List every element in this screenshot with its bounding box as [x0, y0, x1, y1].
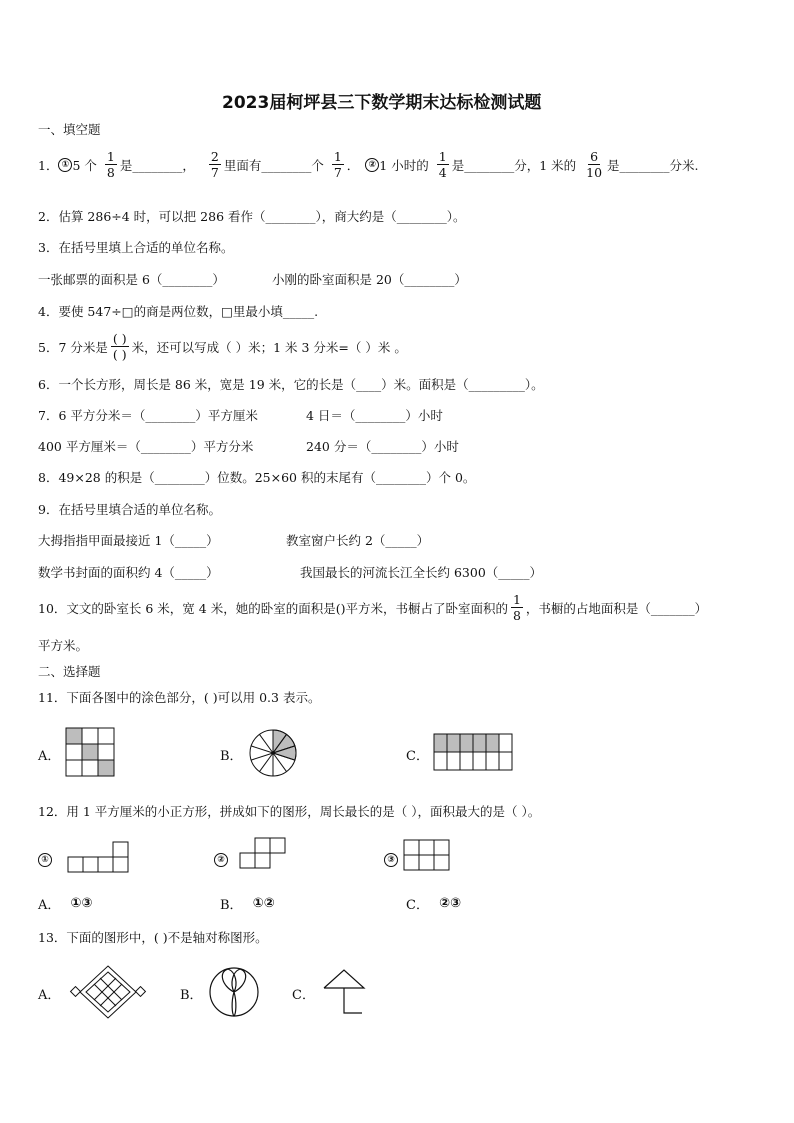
denominator: ( )	[112, 347, 127, 362]
knot-pattern-figure-a	[70, 964, 150, 1020]
pie-figure-b	[248, 728, 298, 778]
question-3a: 一张邮票的面积是 6（________）	[38, 272, 225, 287]
option-answer: ①②	[252, 896, 275, 911]
q1-text: 5 个	[72, 157, 97, 173]
question-6: 6．一个长方形，周长是 86 米，宽是 19 米，它的长是（____）米。面积是（_________）。	[38, 377, 544, 392]
arrow-shape-figure-c	[322, 968, 368, 1018]
question-3b: 小刚的卧室面积是 20（________）	[272, 272, 467, 287]
option-label: B．	[220, 898, 243, 913]
question-11: 11．下面各图中的涂色部分，( )可以用 0.3 表示。	[38, 690, 321, 705]
q1-text: 是________，	[119, 157, 195, 173]
q11-option-b-label: B．	[220, 749, 243, 764]
q1-text: 1 小时的	[379, 157, 429, 173]
circled-3: ③	[384, 853, 398, 867]
q13-option-c-label: C．	[292, 988, 315, 1003]
q1-text: 是________分米.	[607, 157, 699, 173]
circle-petal-figure-b	[208, 966, 262, 1020]
numerator: 1	[106, 149, 115, 164]
q13-option-b-label: B．	[180, 988, 203, 1003]
numerator: 2	[210, 149, 219, 164]
fraction	[511, 592, 523, 623]
q11-option-a-label: A．	[38, 749, 61, 764]
question-9c: 数学书封面的面积约 4（_____）	[38, 565, 219, 580]
question-13: 13．下面的图形中，( )不是轴对称图形。	[38, 930, 268, 945]
numerator: 1	[333, 149, 342, 164]
denominator: 7	[333, 165, 342, 180]
question-8: 8．49×28 的积是（________）位数。25×60 积的末尾有（________）个 0。	[38, 470, 476, 485]
fraction	[437, 149, 449, 180]
question-5	[38, 331, 407, 362]
q5-text: 米，还可以写成（ ）米；1 米 3 分米=（ ）米 。	[131, 339, 407, 355]
option-label: A．	[38, 898, 61, 913]
question-9: 9．在括号里填合适的单位名称。	[38, 502, 221, 517]
circled-1: ①	[38, 853, 52, 867]
q12-option-b	[220, 894, 275, 913]
q10-text: 10．文文的卧室长 6 米，宽 4 米，她的卧室的面积是()平方米，书橱占了卧室面积的	[38, 600, 508, 616]
fraction	[584, 149, 604, 180]
q11-option-c-label: C．	[406, 749, 429, 764]
fraction	[105, 149, 117, 180]
denominator: 8	[106, 165, 115, 180]
fraction	[209, 149, 221, 180]
question-10-cont: 平方米。	[38, 638, 89, 653]
squares-figure-1	[68, 842, 132, 874]
question-9b: 教室窗户长约 2（_____）	[286, 533, 430, 548]
q1-text: ．	[346, 157, 360, 173]
denominator: 8	[512, 608, 521, 623]
question-7d: 240 分＝（________）小时	[306, 439, 459, 454]
circled-2: ②	[365, 158, 379, 172]
blank-fraction	[111, 331, 129, 362]
squares-figure-3	[404, 840, 454, 874]
question-9a: 大拇指指甲面最接近 1（_____）	[38, 533, 219, 548]
question-7a: 7．6 平方分米＝（________）平方厘米	[38, 408, 258, 423]
section-choice: 二、选择题	[38, 664, 101, 679]
strip-figure-c	[434, 734, 514, 774]
question-1	[38, 149, 699, 180]
denominator: 7	[210, 165, 219, 180]
q12-option-c	[406, 894, 461, 913]
circled-2: ②	[214, 853, 228, 867]
option-label: C．	[406, 898, 429, 913]
denominator: 4	[438, 165, 447, 180]
section-fill-blank: 一、填空题	[38, 122, 101, 137]
squares-figure-2	[240, 838, 290, 872]
page-title: 2023届柯坪县三下数学期末达标检测试题	[222, 93, 542, 113]
q12-option-a	[38, 894, 92, 913]
question-2: 2．估算 286÷4 时，可以把 286 看作（________），商大约是（________）。	[38, 209, 466, 224]
option-answer: ②③	[438, 896, 461, 911]
denominator: 10	[586, 165, 603, 180]
question-9d: 我国最长的河流长江全长约 6300（_____）	[300, 565, 543, 580]
grid-figure-a	[66, 728, 116, 776]
option-answer: ①③	[70, 896, 93, 911]
numerator: 1	[438, 149, 447, 164]
numerator: 1	[512, 592, 521, 607]
circled-1: ①	[58, 158, 72, 172]
question-12: 12．用 1 平方厘米的小正方形，拼成如下的图形，周长最长的是（ ），面积最大的是（ ）。	[38, 804, 541, 819]
question-10	[38, 592, 707, 623]
q5-text: 5．7 分米是	[38, 339, 108, 355]
q1-text: 里面有________个	[223, 157, 324, 173]
numerator: ( )	[112, 331, 127, 346]
fraction	[332, 149, 344, 180]
q1-number: 1．	[38, 157, 59, 173]
question-7c: 400 平方厘米＝（________）平方分米	[38, 439, 254, 454]
question-4: 4．要使 547÷□的商是两位数，□里最小填_____.	[38, 304, 319, 319]
numerator: 6	[590, 149, 599, 164]
question-3: 3．在括号里填上合适的单位名称。	[38, 240, 234, 255]
q1-text: 是________分，1 米的	[451, 157, 577, 173]
q13-option-a-label: A．	[38, 988, 61, 1003]
q10-text: ，书橱的占地面积是（_______）	[525, 600, 708, 616]
question-7b: 4 日＝（________）小时	[306, 408, 443, 423]
